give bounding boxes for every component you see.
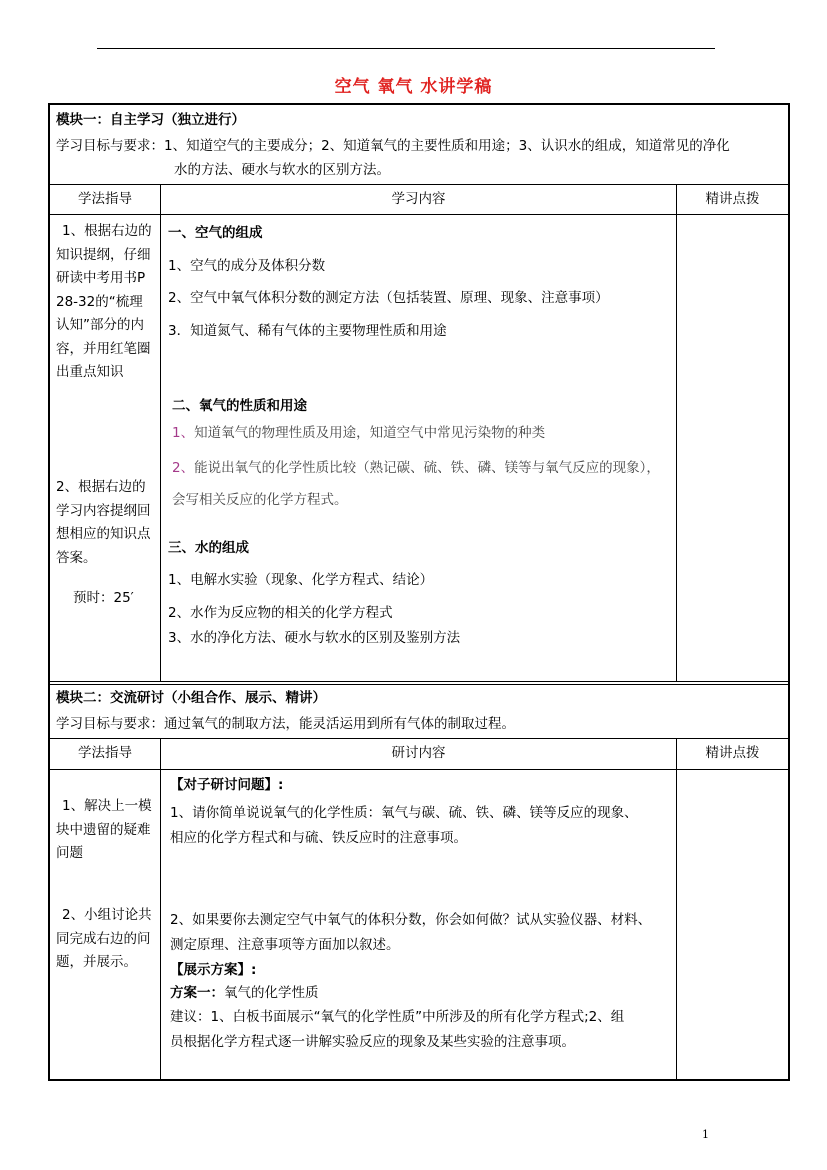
m1-section1-item2: 2、空气中氧气体积分数的测定方法（包括装置、原理、现象、注意事项）: [168, 290, 609, 306]
m2-method-text-1: 1、解决上一模块中遗留的疑难问题: [56, 798, 152, 861]
m2-col-divider-2: [676, 738, 677, 1080]
m1-col-divider-1: [160, 184, 161, 682]
m2-question1-line1: 1、请你简单说说氧气的化学性质：氧气与碳、硫、铁、磷、镁等反应的现象、: [170, 805, 638, 821]
header-rule: [97, 48, 715, 49]
m1-section1-item3: 3．知道氮气、稀有气体的主要物理性质和用途: [168, 323, 447, 339]
module-separator-b: [48, 684, 790, 685]
m2-col-points-header: 精讲点拨: [705, 745, 760, 761]
m1-section2-item2-text: 能说出氧气的化学性质比较（熟记碳、硫、铁、磷、镁等与氧气反应的现象），: [194, 460, 660, 476]
m1-section2-title: 二、氧气的性质和用途: [172, 398, 307, 414]
m2-col-method-header: 学法指导: [78, 745, 132, 761]
module2-heading: 模块二：交流研讨（小组合作、展示、精讲）: [56, 690, 326, 706]
m2-col-content-header: 研讨内容: [391, 745, 446, 761]
m2-pair-discussion-title: 【对子研讨问题】:: [170, 777, 284, 793]
m2-col-divider-1: [160, 738, 161, 1080]
m1-col-content-header: 学习内容: [391, 191, 446, 207]
m2-show-plan-title: 【展示方案】:: [170, 962, 257, 978]
module2-goal: 学习目标与要求：通过氧气的制取方法，能灵活运用到所有气体的制取过程。: [56, 716, 515, 732]
m2-plan1-text: 氧气的化学性质: [224, 985, 319, 1001]
m1-method-time: 预时：25′: [73, 590, 134, 606]
m1-col-points-header: 精讲点拨: [705, 191, 760, 207]
m2-advice-line1: 建议：1、白板书面展示“氧气的化学性质”中所涉及的所有化学方程式;2、组: [170, 1009, 625, 1025]
m2-question2-line2: 测定原理、注意事项等方面加以叙述。: [170, 937, 400, 953]
m2-advice-line2: 员根据化学方程式逐一讲解实验反应的现象及某些实验的注意事项。: [170, 1034, 575, 1050]
m2-plan1: [170, 983, 319, 1004]
m1-section2-item2-num: 2、: [172, 460, 195, 476]
m2-method-text-2: 2、小组讨论共同完成右边的问题，并展示。: [56, 907, 152, 970]
module1-goal-line1: 学习目标与要求：1、知道空气的主要成分；2、知道氧气的主要性质和用途；3、认识水的组成，知道常见的净化: [56, 138, 730, 154]
m1-col-method-header: 学法指导: [78, 191, 132, 207]
table-border-top: [48, 103, 790, 105]
m1-section2-item2: [172, 458, 660, 479]
page-number: 1: [702, 1128, 709, 1141]
m2-question1-line2: 相应的化学方程式和与硫、铁反应时的注意事项。: [170, 830, 467, 846]
module-separator-a: [48, 681, 790, 682]
m1-section2-item1: [172, 423, 545, 444]
m1-section3-item1: 1、电解水实验（现象、化学方程式、结论）: [168, 572, 434, 588]
module1-goal-line2: 水的方法、硬水与软水的区别方法。: [174, 162, 390, 178]
m2-plan1-label: 方案一：: [170, 985, 224, 1001]
module1-heading: 模块一：自主学习（独立进行）: [56, 112, 245, 128]
m1-section2-item1-text: 知道氧气的物理性质及用途，知道空气中常见污染物的种类: [194, 425, 546, 441]
m1-section2-item2-cont: 会写相关反应的化学方程式。: [172, 492, 348, 508]
m1-section3-item2: 2、水作为反应物的相关的化学方程式: [168, 605, 393, 621]
m1-section3-item3: 3、水的净化方法、硬水与软水的区别及鉴别方法: [168, 630, 461, 646]
m1-section2-item1-num: 1、: [172, 425, 195, 441]
m2-question2-line1: 2、如果要你去测定空气中氧气的体积分数，你会如何做？试从实验仪器、材料、: [170, 912, 652, 928]
table-border-right: [788, 103, 790, 1080]
m1-section3-title: 三、水的组成: [168, 540, 249, 556]
page-title: 空气 氧气 水讲学稿: [334, 77, 493, 97]
m1-method-text-1: 1、根据右边的知识提纲，仔细研读中考用书P 28-32的“梳理认知”部分的内容，并用红笔圈出重点知识: [56, 223, 152, 380]
m1-method-text-2: 2、根据右边的学习内容提纲回想相应的知识点答案。: [56, 479, 151, 566]
m1-section1-title: 一、空气的组成: [168, 225, 263, 241]
m1-col-divider-2: [676, 184, 677, 682]
m1-section1-item1: 1、空气的成分及体积分数: [168, 258, 326, 274]
table-border-left: [48, 103, 50, 1080]
